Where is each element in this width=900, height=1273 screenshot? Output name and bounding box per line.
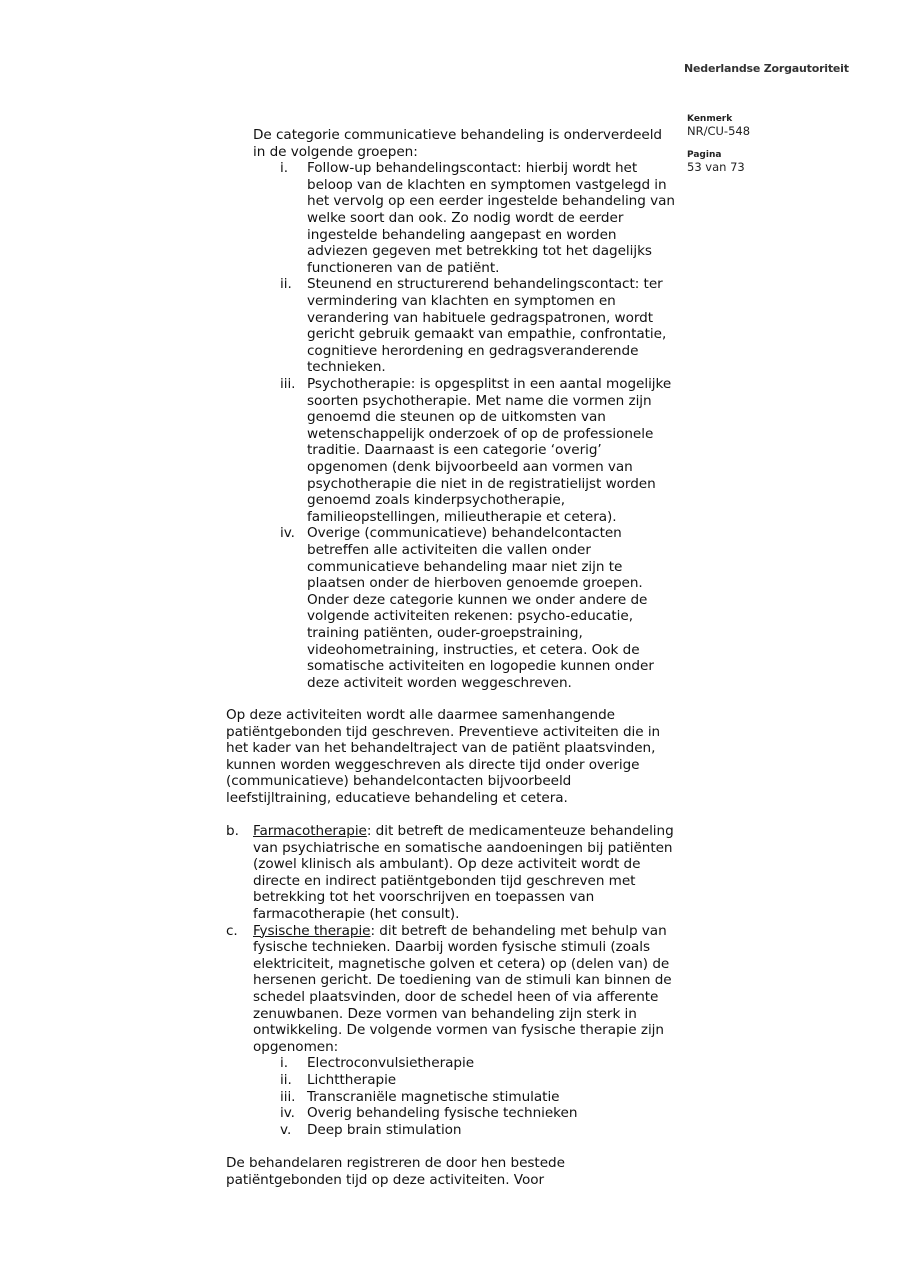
pagina-block	[687, 150, 745, 174]
list-item-line: Overige (communicatieve) behandelcontacten	[307, 525, 622, 542]
paragraph-line: leefstijltraining, educatieve behandeling et cetera.	[226, 790, 568, 806]
list-item-line: welke soort dan ook. Zo nodig wordt de eerder	[307, 210, 624, 226]
list-item-line: schedel plaatsvinden, door de schedel heen of via afferente	[253, 989, 659, 1005]
list-item-line: directe en indirect patiëntgebonden tijd geschreven met	[253, 872, 636, 889]
list-item-line: van psychiatrische en somatische aandoeningen bij patiënten	[253, 839, 673, 856]
list-item-line: functioneren van de patiënt.	[307, 259, 500, 276]
paragraph-line: patiëntgebonden tijd op deze activiteiten. Voor	[226, 1171, 545, 1188]
list-marker: iv.	[280, 525, 295, 542]
list-item-line: deze activiteit worden weggeschreven.	[307, 674, 572, 691]
sublist-marker: v.	[280, 1121, 292, 1138]
sublist-marker: ii.	[280, 1072, 292, 1088]
list-item-line: somatische activiteiten en logopedie kunnen onder	[307, 658, 654, 675]
list-marker: iii.	[280, 376, 296, 392]
sublist-marker: i.	[280, 1055, 288, 1072]
list-item-line: psychotherapie die niet in de registratielijst worden	[307, 475, 656, 492]
list-item-line: Steunend en structurerend behandelingscontact: ter	[307, 276, 663, 293]
list-item-line: gericht gebruik gemaakt van empathie, confrontatie,	[307, 326, 667, 343]
list-item-line: zenuwbanen. Deze vormen van behandeling zijn sterk in	[253, 1005, 637, 1022]
list-item-line: vermindering van klachten en symptomen en	[307, 293, 616, 309]
list-item-line: traditie. Daarnaast is een categorie ‘overig’	[307, 442, 602, 459]
list-item-line: soorten psychotherapie. Met name die vormen zijn	[307, 392, 652, 409]
paragraph-line: kunnen worden weggeschreven als directe tijd onder overige	[226, 756, 640, 773]
list-item-line: adviezen gegeven met betrekking tot het dagelijks	[307, 243, 652, 260]
list-item-line: verandering van habituele gedragspatronen, wordt	[307, 309, 654, 326]
list-item-line: Follow-up behandelingscontact: hierbij wordt het	[307, 160, 638, 177]
list-item-line: genoemd zoals kinderpsychotherapie,	[307, 492, 566, 509]
sublist-item: Electroconvulsietherapie	[307, 1055, 475, 1072]
paragraph-line: Op deze activiteiten wordt alle daarmee samenhangende	[226, 707, 616, 723]
list-item-line: elektriciteit, magnetische golven et cetera) op (delen van) de	[253, 955, 670, 972]
item-text: : dit betreft de medicamenteuze behandeling	[366, 823, 674, 839]
paragraph-line: (communicatieve) behandelcontacten bijvoorbeeld	[226, 773, 572, 790]
sublist-item: Lichttherapie	[307, 1072, 397, 1088]
list-item-line: hersenen gericht. De toediening van de stimuli kan binnen de	[253, 972, 672, 989]
list-item-line: cognitieve herordening en gedragsveranderende	[307, 342, 639, 359]
sublist-item: Overig behandeling fysische technieken	[307, 1105, 578, 1122]
item-title: Farmacotherapie	[253, 823, 367, 839]
list-marker: b.	[226, 823, 239, 839]
paragraph-line: het kader van het behandeltraject van de patiënt plaatsvinden,	[226, 740, 656, 757]
list-item-line: ontwikkeling. De volgende vormen van fysische therapie zijn	[253, 1022, 664, 1039]
list-item-line	[253, 823, 674, 840]
list-item-line: het vervolg op een eerder ingestelde behandeling van	[307, 193, 675, 210]
kenmerk-label: Kenmerk	[687, 114, 733, 124]
list-marker: ii.	[280, 276, 292, 293]
item-text: : dit betreft de behandeling met behulp van	[370, 922, 667, 939]
item-title: Fysische therapie	[253, 922, 371, 939]
paragraph-line: patiëntgebonden tijd geschreven. Preventieve activiteiten die in	[226, 723, 661, 740]
list-item-line: communicatieve behandeling maar niet zijn te	[307, 558, 623, 575]
pagina-label: Pagina	[687, 150, 722, 160]
sublist-marker: iv.	[280, 1105, 295, 1122]
list-item-line: opgenomen (denk bijvoorbeeld aan vormen van	[307, 459, 633, 475]
list-item-line: betrekking tot het voorschrijven en toepassen van	[253, 889, 595, 906]
list-item-line: plaatsen onder de hierboven genoemde groepen.	[307, 575, 643, 592]
list-item-line: videohometraining, instructies, et cetera. Ook de	[307, 641, 640, 658]
list-marker: i.	[280, 160, 288, 177]
paragraph-line: De behandelaren registreren de door hen bestede	[226, 1155, 565, 1171]
intro-line: in de volgende groepen:	[253, 143, 418, 160]
list-item-line: beloop van de klachten en symptomen vastgelegd in	[307, 176, 667, 193]
list-item-line: (zowel klinisch als ambulant). Op deze activiteit wordt de	[253, 856, 641, 873]
list-item-line: betreffen alle activiteiten die vallen onder	[307, 542, 591, 558]
list-item-line: fysische technieken. Daarbij worden fysische stimuli (zoals	[253, 939, 651, 956]
list-item-line: genoemd die steunen op de uitkomsten van	[307, 409, 606, 426]
kenmerk-value: NR/CU-548	[687, 124, 751, 138]
page-number: 53 van 73	[687, 160, 745, 174]
list-item-line: Onder deze categorie kunnen we onder andere de	[307, 591, 648, 608]
list-item-line: technieken.	[307, 359, 386, 376]
list-item-line: Psychotherapie: is opgesplitst in een aantal mogelijke	[307, 376, 672, 392]
sublist-item: Deep brain stimulation	[307, 1121, 462, 1138]
sublist-marker: iii.	[280, 1088, 296, 1105]
kenmerk-block	[687, 114, 750, 138]
sublist-item: Transcraniële magnetische stimulatie	[307, 1088, 560, 1105]
list-item-line: farmacotherapie (het consult).	[253, 906, 460, 922]
list-item-line: volgende activiteiten rekenen: psycho-educatie,	[307, 608, 633, 625]
list-item-line	[253, 923, 667, 940]
list-item-line: familieopstellingen, milieutherapie et cetera).	[307, 508, 617, 525]
organization-name: Nederlandse Zorgautoriteit	[684, 62, 849, 75]
list-item-line: ingestelde behandeling aangepast en worden	[307, 226, 617, 243]
list-item-line: opgenomen:	[253, 1038, 339, 1055]
intro-line: De categorie communicatieve behandeling is onderverdeeld	[253, 127, 663, 143]
list-item-line: training patiënten, ouder-groepstraining,	[307, 625, 583, 641]
list-marker: c.	[226, 922, 238, 939]
list-item-line: wetenschappelijk onderzoek of op de professionele	[307, 425, 654, 442]
